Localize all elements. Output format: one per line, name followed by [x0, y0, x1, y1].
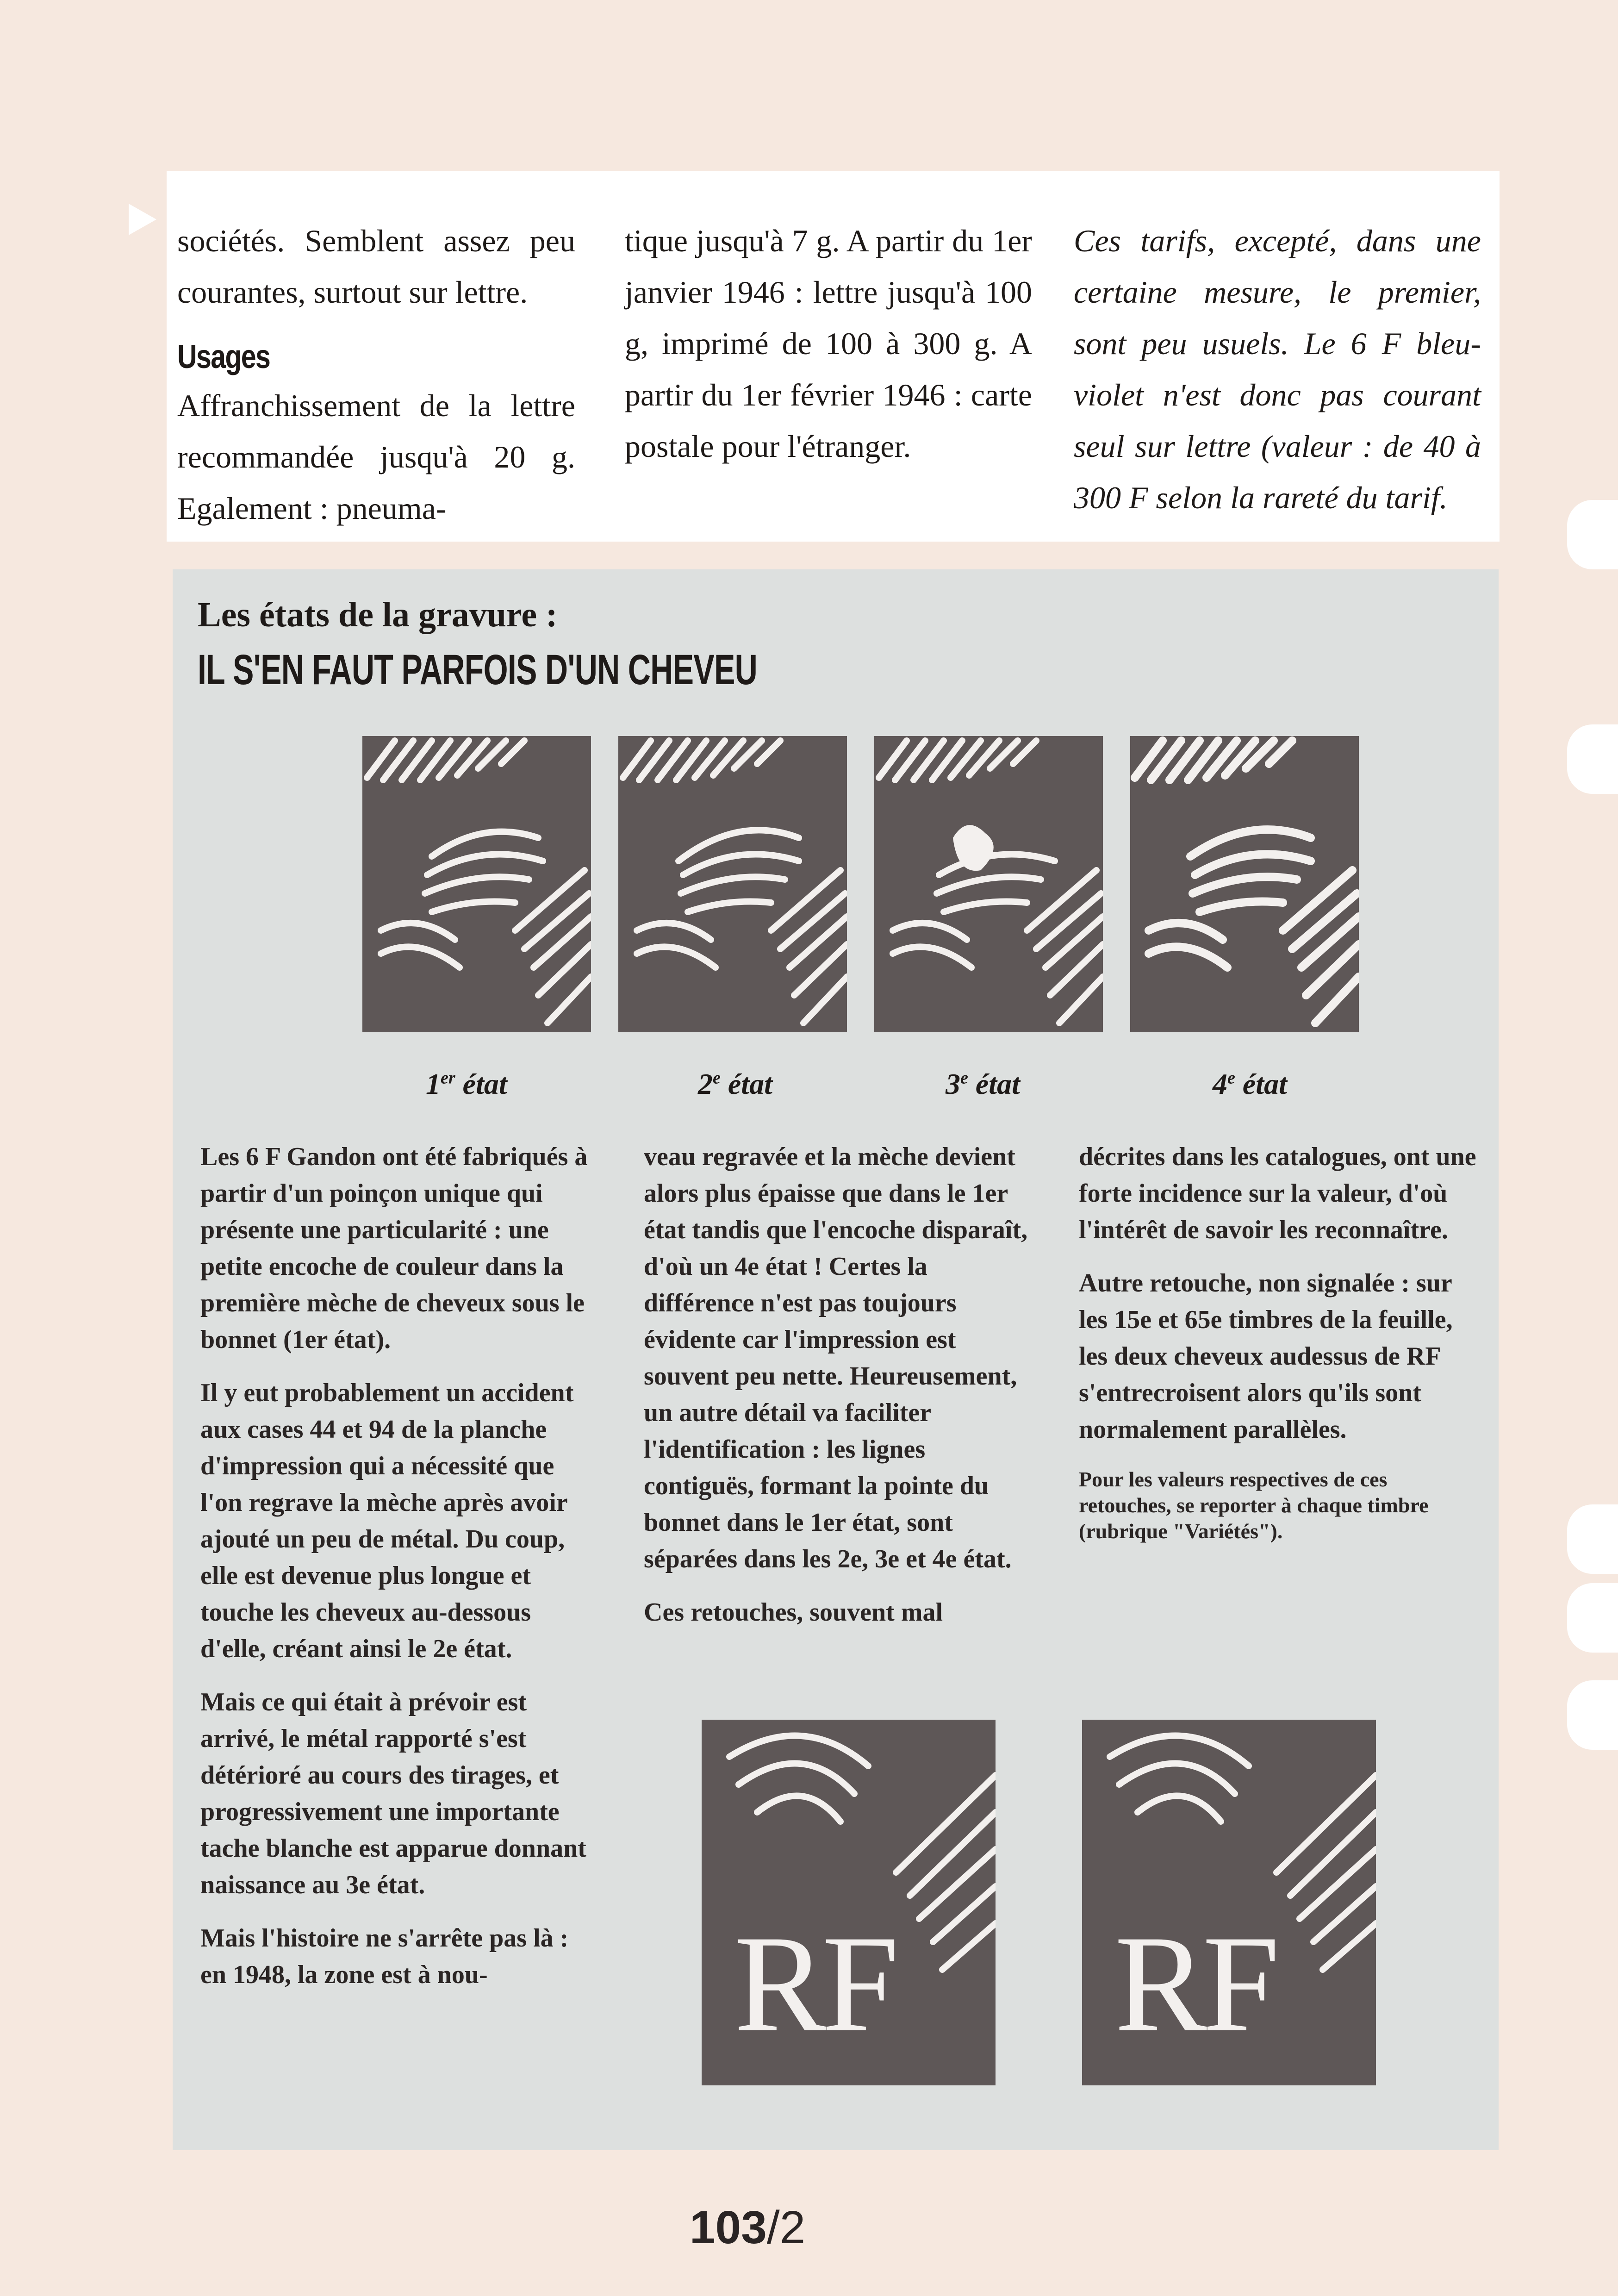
paragraph: Mais ce qui était à prévoir est arrivé, le métal rapporté s'est détérioré au cours des tirages, et progressivement une importante tache blanche est apparue donnant naissance au 3e état.: [200, 1688, 586, 1899]
paragraph: Ces tarifs, excepté, dans une certaine mesure, le premier, sont peu usuels. Le 6 F bleu-violet n'est donc pas courant seul sur lettre (valeur : de 40 à 300 F selon la rareté du tarif.: [1074, 223, 1481, 515]
tab-arrow-icon: [129, 204, 156, 235]
caption-state-2: [698, 1067, 772, 1101]
top-column-1: [177, 215, 575, 534]
rf-label: RF: [734, 1907, 895, 2060]
caption-number: 4: [1213, 1067, 1227, 1100]
engraving-state-1-image: [362, 736, 591, 1032]
paragraph: décrites dans les catalogues, ont une forte incidence sur la valeur, d'où l'intérêt de savoir les reconnaître.: [1079, 1142, 1476, 1244]
top-text-block: [167, 171, 1500, 542]
caption-text: état: [968, 1067, 1020, 1100]
paragraph: Ces retouches, souvent mal: [644, 1598, 943, 1627]
page-number: [690, 2201, 805, 2254]
binder-hole: [1567, 500, 1618, 569]
paragraph: Autre retouche, non signalée : sur les 15e et 65e timbres de la feuille, les deux cheveux audessus de RF s'entrecroisent alors qu'ils sont normalement parallèles.: [1079, 1269, 1453, 1444]
caption-state-3: [946, 1067, 1020, 1101]
caption-superscript: e: [1227, 1068, 1235, 1088]
paragraph: tique jusqu'à 7 g. A partir du 1er janvier 1946 : lettre jusqu'à 100 g, imprimé de 100 à 300 g. A partir du 1er février 1946 : carte postale pour l'étranger.: [625, 223, 1032, 464]
rf-detail-image-1: [702, 1720, 996, 2085]
binder-hole: [1567, 1504, 1618, 1574]
caption-number: 2: [698, 1067, 713, 1100]
top-column-2: [625, 215, 1032, 472]
paragraph: Affranchissement de la lettre recommandée jusqu'à 20 g. Egalement : pneuma-: [177, 388, 575, 526]
caption-superscript: er: [441, 1068, 455, 1088]
caption-superscript: e: [713, 1068, 721, 1088]
reference-note: Pour les valeurs respectives de ces retouches, se reporter à chaque timbre (rubrique "Variétés").: [1079, 1467, 1429, 1543]
top-column-3: [1074, 215, 1481, 524]
caption-superscript: e: [960, 1068, 968, 1088]
caption-state-4: [1213, 1067, 1287, 1101]
box-column-1: [200, 1139, 598, 2010]
page-number-sub: /2: [766, 2202, 806, 2253]
caption-state-1: [426, 1067, 507, 1101]
engraving-state-2-image: [618, 736, 847, 1032]
paragraph: veau regravée et la mèche devient alors plus épaisse que dans le 1er état tandis que l'encoche disparaît, d'où un 4e état ! Certes la différence n'est pas toujours évidente car l'impression est souvent peu nette. Heureusement, un autre détail va faciliter l'identification : les lignes contiguës, formant la pointe du bonnet dans le 1er état, sont séparées dans les 2e, 3e et 4e état.: [644, 1142, 1028, 1573]
caption-text: état: [720, 1067, 772, 1100]
section-heading-usages: Usages: [177, 338, 270, 375]
page-number-main: 103: [690, 2202, 767, 2253]
rf-detail-image-2: [1082, 1720, 1376, 2085]
paragraph: sociétés. Semblent assez peu courantes, surtout sur lettre.: [177, 223, 575, 310]
caption-number: 3: [946, 1067, 960, 1100]
rf-label: RF: [1114, 1907, 1275, 2060]
box-column-3: [1079, 1139, 1477, 1561]
box-column-2: [644, 1139, 1042, 1647]
box-headline: IL S'EN FAUT PARFOIS D'UN CHEVEU: [198, 646, 758, 693]
binder-hole: [1567, 1583, 1618, 1653]
engraving-state-4-image: [1130, 736, 1359, 1032]
caption-number: 1: [426, 1067, 441, 1100]
caption-text: état: [1235, 1067, 1287, 1100]
engraving-states-box: [173, 569, 1499, 2150]
caption-text: état: [455, 1067, 507, 1100]
engraving-state-3-image: [874, 736, 1103, 1032]
binder-hole: [1567, 724, 1618, 794]
paragraph: Il y eut probablement un accident aux cases 44 et 94 de la planche d'impression qui a nécessité que l'on regrave la mèche après avoir ajouté un peu de métal. Du coup, elle est devenue plus longue et touche les cheveux au-dessous d'elle, créant ainsi le 2e état.: [200, 1379, 574, 1663]
box-kicker: Les états de la gravure :: [198, 595, 558, 634]
binder-hole: [1567, 1680, 1618, 1750]
paragraph: Mais l'histoire ne s'arrête pas là : en 1948, la zone est à nou-: [200, 1924, 569, 1989]
paragraph: Les 6 F Gandon ont été fabriqués à partir d'un poinçon unique qui présente une particularité : une petite encoche de couleur dans la première mèche de cheveux sous le bonnet (1er état).: [200, 1142, 588, 1354]
